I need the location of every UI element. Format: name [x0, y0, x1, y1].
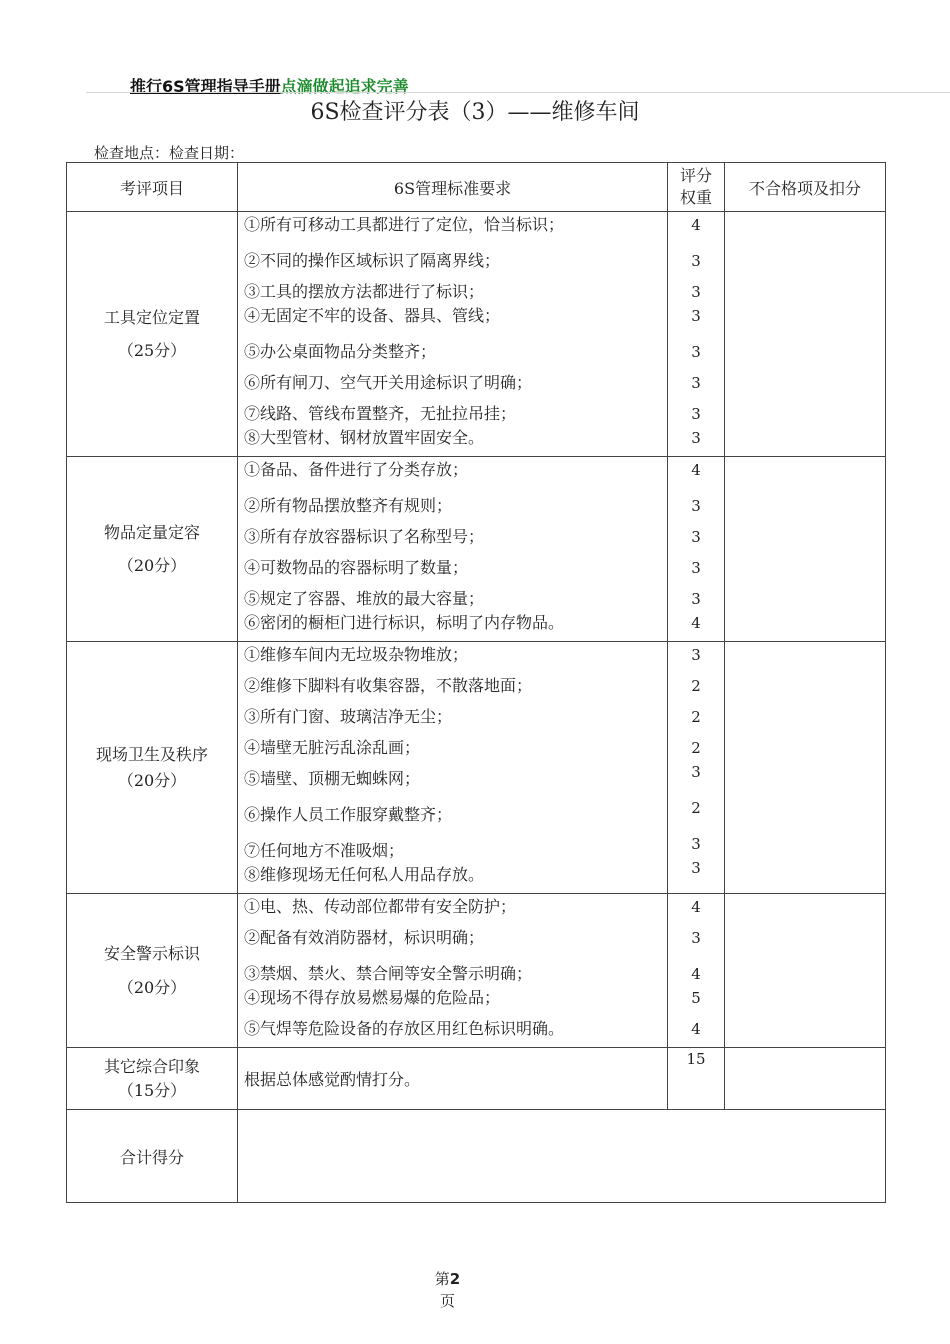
page-suffix: 页	[439, 1292, 455, 1310]
standard-item: ①电、热、传动部位都带有安全防护；	[244, 897, 517, 916]
weight-value: 3	[691, 859, 701, 877]
weight-value: 4	[691, 1020, 701, 1038]
standard-item: ⑥所有闸刀、空气开关用途标识了明确；	[244, 373, 533, 392]
total-row	[67, 1110, 886, 1203]
deduct-cell[interactable]	[725, 1048, 886, 1110]
standard-item: ①所有可移动工具都进行了定位，恰当标识；	[244, 215, 565, 234]
weight-cell	[668, 212, 725, 457]
standard-item: 根据总体感觉酌情打分。	[238, 1048, 668, 1110]
header-manual-title: 推行6S管理指导手册	[130, 77, 281, 96]
category-cell	[67, 212, 238, 457]
standard-item: ④现场不得存放易燃易爆的危险品；	[244, 988, 501, 1007]
deduct-cell[interactable]	[725, 642, 886, 894]
weight-value: 3	[691, 307, 701, 325]
weight-value: 2	[691, 708, 701, 726]
page-footer	[0, 1268, 895, 1312]
weight-value: 2	[691, 799, 701, 817]
standard-item: ③所有存放容器标识了名称型号；	[244, 527, 485, 546]
document-header	[130, 74, 409, 97]
inspection-meta: 检查地点：检查日期：	[94, 144, 245, 162]
category-score: （20分）	[117, 977, 187, 997]
category-cell	[67, 457, 238, 642]
weight-cell	[668, 457, 725, 642]
standard-item: ①维修车间内无垃圾杂物堆放；	[244, 645, 469, 664]
deduct-cell[interactable]	[725, 212, 886, 457]
category-cell	[67, 894, 238, 1048]
weight-value: 2	[691, 739, 701, 757]
standard-item: ⑤墙壁、顶棚无蜘蛛网；	[244, 769, 421, 788]
standard-item: ④墙壁无脏污乱涂乱画；	[244, 738, 421, 757]
weight-value: 3	[691, 763, 701, 781]
weight-value: 3	[691, 497, 701, 515]
weight-value: 5	[691, 989, 701, 1007]
standard-item: ⑧大型管材、钢材放置牢固安全。	[244, 428, 485, 447]
weight-value: 3	[691, 590, 701, 608]
table-row	[67, 642, 886, 894]
weight-value: 3	[691, 374, 701, 392]
page-title: 6S检查评分表（3）——维修车间	[310, 100, 640, 125]
standard-item: ⑤气焊等危险设备的存放区用红色标识明确。	[244, 1019, 565, 1038]
weight-value: 3	[691, 835, 701, 853]
category-name: 安全警示标识	[103, 944, 200, 964]
standards-cell	[238, 642, 668, 894]
standard-item: ②所有物品摆放整齐有规则；	[244, 496, 453, 515]
standard-item: ②维修下脚料有收集容器，不散落地面；	[244, 676, 533, 695]
standard-item: ⑧维修现场无任何私人用品存放。	[244, 865, 485, 884]
category-score: （15分）	[117, 1080, 187, 1100]
col-header-standard: 6S管理标准要求	[238, 163, 668, 212]
standards-cell	[238, 457, 668, 642]
standard-item: ⑤办公桌面物品分类整齐；	[244, 342, 437, 361]
standard-item: ④无固定不牢的设备、器具、管线；	[244, 306, 501, 325]
weight-value: 3	[691, 559, 701, 577]
standard-item: ⑤规定了容器、堆放的最大容量；	[244, 589, 485, 608]
weight-value: 3	[691, 646, 701, 664]
col-header-item: 考评项目	[67, 163, 238, 212]
weight-value: 3	[691, 405, 701, 423]
total-label: 合计得分	[67, 1110, 238, 1203]
category-cell	[67, 1048, 238, 1110]
category-name: 现场卫生及秩序	[95, 745, 208, 765]
weight-value: 3	[691, 283, 701, 301]
standard-item: ②配备有效消防器材，标识明确；	[244, 928, 485, 947]
table-row	[67, 1048, 886, 1110]
col-header-weight-line2: 权重	[679, 188, 712, 207]
category-cell	[67, 642, 238, 894]
weight-cell	[668, 642, 725, 894]
weight-value: 2	[691, 677, 701, 695]
weight-value: 4	[691, 965, 701, 983]
weight-value: 4	[691, 614, 701, 632]
header-divider	[86, 92, 950, 93]
col-header-deduct: 不合格项及扣分	[725, 163, 886, 212]
page-prefix: 第	[434, 1270, 450, 1288]
weight-value: 3	[691, 343, 701, 361]
col-header-weight-line1: 评分	[679, 166, 712, 185]
standard-item: ⑥密闭的橱柜门进行标识，标明了内存物品。	[244, 613, 565, 632]
table-header-row	[67, 163, 886, 212]
standard-item: ②不同的操作区域标识了隔离界线；	[244, 251, 501, 270]
table-row	[67, 894, 886, 1048]
standard-item: ③所有门窗、玻璃洁净无尘；	[244, 707, 453, 726]
category-name: 其它综合印象	[103, 1057, 200, 1077]
category-score: （25分）	[117, 341, 187, 360]
standard-item: ④可数物品的容器标明了数量；	[244, 558, 469, 577]
standard-item: ⑦任何地方不准吸烟；	[244, 841, 405, 860]
standard-item: ①备品、备件进行了分类存放；	[244, 460, 469, 479]
category-name: 物品定量定容	[103, 522, 200, 542]
col-header-weight	[668, 163, 725, 212]
total-score-cell[interactable]	[238, 1110, 886, 1203]
score-table	[66, 162, 886, 1203]
header-slogan: 点滴做起追求完善	[280, 77, 409, 96]
category-score: （20分）	[117, 556, 187, 575]
category-score: （20分）	[117, 770, 187, 790]
standards-cell	[238, 894, 668, 1048]
standards-cell	[238, 212, 668, 457]
weight-value: 3	[691, 252, 701, 270]
weight-value: 4	[691, 461, 701, 479]
standard-item: ③工具的摆放方法都进行了标识；	[244, 282, 485, 301]
page-number: 2	[449, 1270, 461, 1288]
weight-value: 4	[691, 216, 701, 234]
weight-value: 3	[691, 528, 701, 546]
weight-value: 15	[668, 1048, 725, 1110]
standard-item: ③禁烟、禁火、禁合闸等安全警示明确；	[244, 964, 533, 983]
category-name: 工具定位定置	[103, 307, 200, 327]
standard-item: ⑦线路、管线布置整齐，无扯拉吊挂；	[244, 404, 517, 423]
standard-item: ⑥操作人员工作服穿戴整齐；	[244, 805, 453, 824]
table-row	[67, 457, 886, 642]
deduct-cell[interactable]	[725, 894, 886, 1048]
table-row	[67, 212, 886, 457]
weight-value: 4	[691, 898, 701, 916]
weight-cell	[668, 894, 725, 1048]
weight-value: 3	[691, 429, 701, 447]
deduct-cell[interactable]	[725, 457, 886, 642]
weight-value: 3	[691, 929, 701, 947]
